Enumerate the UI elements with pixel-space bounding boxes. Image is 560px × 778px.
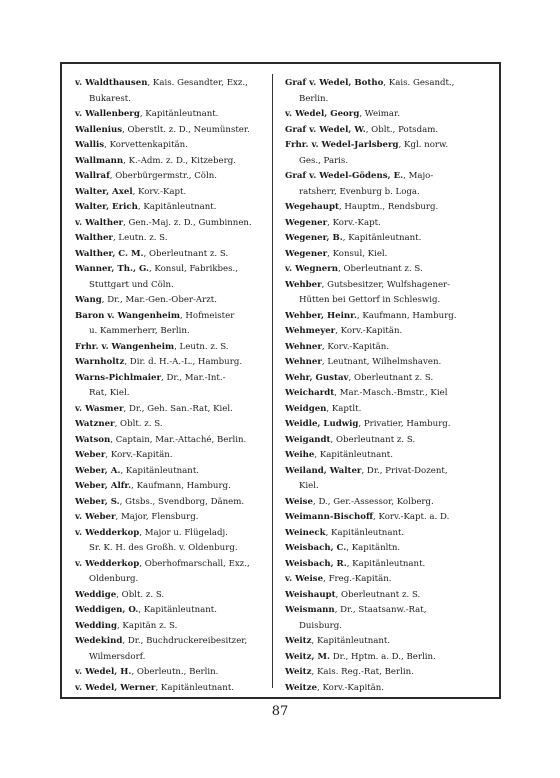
directory-entry: [285, 572, 475, 588]
directory-entry: [75, 293, 265, 309]
entry-name: Weishaupt: [285, 589, 336, 600]
entry-details: Oldenburg.: [89, 574, 139, 584]
directory-entry: [75, 402, 265, 418]
directory-entry: [285, 650, 475, 666]
entry-name: Weisbach, C.: [285, 543, 347, 553]
entry-details: , Leutn. z. S.: [174, 341, 229, 352]
entry-details: , Kapitänleutnant.: [311, 636, 391, 646]
entry-continuation: [75, 541, 265, 557]
entry-name: v. Weise: [285, 574, 324, 584]
directory-entry: [285, 510, 475, 526]
entry-details: , Kapitän z. S.: [116, 620, 178, 631]
entry-name: Weise: [285, 496, 313, 507]
entry-details: , Weimar.: [359, 109, 400, 119]
directory-entry: [75, 340, 265, 356]
entry-name: Weber, A.: [75, 465, 121, 476]
entry-details: , Oberbürgermstr., Cöln.: [109, 171, 217, 181]
entry-name: Frhr. v. Wedel-Jarlsberg: [285, 140, 399, 150]
directory-entry: [285, 681, 475, 697]
directory-entry: [285, 169, 475, 185]
entry-details: , Oblt., Potsdam.: [365, 124, 439, 135]
entry-details: , D., Ger.-Assessor, Kolberg.: [313, 496, 434, 507]
entry-details: , Korvettenkapitän.: [104, 140, 188, 150]
entry-name: Weitze: [285, 682, 317, 693]
entry-details: , Hofmeister: [179, 310, 235, 321]
entry-details: , Kais. Gesandter, Exz.,: [147, 78, 248, 88]
directory-entry: [285, 324, 475, 340]
directory-entry: [75, 495, 265, 511]
entry-continuation: [285, 185, 475, 201]
directory-entry: [285, 541, 475, 557]
entry-details: , K.-Adm. z. D., Kitzeberg.: [123, 155, 236, 166]
directory-entry: [75, 526, 265, 542]
entry-name: Weisbach, R.: [285, 558, 347, 569]
entry-details: , Majo-: [403, 171, 434, 181]
entry-details: Rat, Kiel.: [89, 388, 130, 398]
entry-name: Warnholtz: [75, 357, 125, 367]
directory-entry: [75, 262, 265, 278]
directory-entry: [285, 107, 475, 123]
entry-name: v. Wallenberg: [75, 109, 140, 119]
entry-details: , Oberleutnant z. S.: [338, 264, 423, 274]
right-column: [285, 76, 475, 696]
entry-name: Wehber: [285, 279, 322, 290]
entry-details: , Korv.-Kapitän.: [317, 682, 385, 693]
entry-details: , Dr., Mar.-Gen.-Ober-Arzt.: [101, 295, 217, 305]
entry-details: , Dr., Geh. San.-Rat, Kiel.: [123, 403, 233, 414]
entry-details: , Major, Flensburg.: [115, 512, 199, 522]
entry-name: Baron v. Wangenheim: [75, 310, 180, 321]
entry-name: Weiland, Walter: [285, 465, 362, 476]
entry-name: v. Waldthausen: [75, 78, 148, 88]
entry-name: Wallis: [75, 140, 105, 150]
entry-continuation: [75, 650, 265, 666]
directory-entry: [75, 200, 265, 216]
entry-name: Graf v. Wedel, W.: [285, 124, 366, 135]
entry-details: , Korv.-Kapitän.: [321, 341, 389, 352]
entry-details: , Korv.-Kapitän.: [105, 450, 173, 460]
entry-name: Walter, Erich: [75, 202, 138, 212]
entry-details: , Oberstlt. z. D., Neumünster.: [122, 124, 250, 135]
entry-details: , Oberhofmarschall, Exz.,: [139, 558, 250, 569]
entry-name: Weitz: [285, 636, 312, 646]
entry-details: , Dr., Privat-Dozent,: [361, 465, 448, 476]
entry-name: Weichardt: [285, 388, 335, 398]
directory-entry: [75, 464, 265, 480]
entry-name: Wehmeyer: [285, 326, 336, 336]
entry-name: Wehner: [285, 357, 322, 367]
directory-entry: [285, 588, 475, 604]
directory-entry: [75, 247, 265, 263]
entry-details: , Privatier, Hamburg.: [358, 419, 451, 429]
entry-details: , Kaptlt.: [326, 403, 362, 414]
entry-name: Weidle, Ludwig: [285, 419, 359, 429]
entry-details: Sr. K. H. des Großh. v. Oldenburg.: [89, 543, 238, 553]
entry-details: , Kapitänleutnant.: [342, 233, 422, 243]
directory-entry: [75, 603, 265, 619]
entry-details: , Kapitänleutnant.: [314, 450, 393, 460]
directory-entry: [285, 386, 475, 402]
entry-details: , Kapitänleutnant.: [138, 605, 217, 615]
directory-entry: [285, 417, 475, 433]
entry-details: Bukarest.: [89, 93, 131, 104]
directory-entry: [285, 557, 475, 573]
entry-details: , Hauptm., Rendsburg.: [338, 202, 439, 212]
directory-entry: [75, 588, 265, 604]
entry-details: , Korv.-Kapt.: [327, 217, 381, 228]
entry-details: Stuttgart und Cöln.: [89, 279, 174, 290]
entry-details: , Major u. Flügeladj.: [139, 527, 228, 538]
directory-entry: [285, 402, 475, 418]
entry-details: , Kapitänltn.: [346, 543, 401, 553]
entry-details: Dr., Hptm. a. D., Berlin.: [330, 651, 436, 662]
entry-continuation: [285, 479, 475, 495]
directory-entry: [75, 231, 265, 247]
directory-entry: [75, 185, 265, 201]
entry-name: Wanner, Th., G.: [75, 264, 149, 274]
entry-name: Graf v. Wedel-Gödens, E.: [285, 171, 404, 181]
entry-details: Wilmersdorf.: [89, 651, 146, 662]
entry-name: v. Walther: [75, 217, 124, 228]
entry-continuation: [285, 619, 475, 635]
entry-continuation: [75, 324, 265, 340]
entry-continuation: [285, 293, 475, 309]
directory-entry: [285, 123, 475, 139]
directory-entry: [75, 619, 265, 635]
entry-details: , Kapitänleutnant.: [346, 558, 426, 569]
entry-details: , Gtsbs., Svendborg, Dänem.: [119, 496, 245, 507]
entry-details: , Leutnant, Wilhelmshaven.: [321, 357, 442, 367]
entry-name: Frhr. v. Wangenheim: [75, 341, 175, 352]
entry-details: , Oberleutn., Berlin.: [131, 667, 219, 677]
entry-details: , Konsul, Fabrikbes.,: [148, 264, 239, 274]
directory-entry: [75, 123, 265, 139]
entry-details: Duisburg.: [299, 620, 342, 631]
directory-entry: [285, 665, 475, 681]
directory-entry: [285, 433, 475, 449]
entry-details: , Dr., Staatsanw.-Rat,: [334, 605, 427, 615]
directory-entry: [285, 200, 475, 216]
entry-details: u. Kammerherr, Berlin.: [89, 326, 190, 336]
entry-name: Wegener, B.: [285, 233, 343, 243]
entry-name: v. Wedderkop: [75, 558, 140, 569]
entry-details: Ges., Paris.: [299, 155, 349, 166]
entry-name: Wehber, Heinr.: [285, 310, 357, 321]
directory-entry: [75, 355, 265, 371]
entry-details: , Kgl. norw.: [398, 140, 449, 150]
entry-details: ratsherr, Evenburg b. Loga.: [299, 186, 420, 197]
entry-name: v. Wedel, Werner: [75, 682, 156, 693]
column-divider: [272, 74, 273, 688]
entry-details: , Dr., Buchdruckereibesitzer,: [122, 636, 248, 646]
directory-entry: [285, 448, 475, 464]
left-column: [75, 76, 265, 696]
entry-name: Walter, Axel: [75, 186, 133, 197]
entry-details: , Captain, Mar.-Attaché, Berlin.: [110, 434, 247, 445]
entry-name: Wallraf: [75, 171, 110, 181]
entry-details: , Kais. Gesandt.,: [383, 78, 455, 88]
entry-name: Warns-Pichlmaier: [75, 372, 162, 383]
entry-name: Weihe: [285, 450, 315, 460]
directory-entry: [285, 247, 475, 263]
entry-details: , Oberleutnant z. S.: [335, 589, 421, 600]
entry-name: Weigandt: [285, 434, 331, 445]
entry-details: , Dr., Mar.-Int.-: [161, 372, 226, 383]
entry-continuation: [285, 92, 475, 108]
entry-name: Wegehaupt: [285, 202, 339, 212]
directory-entry: [75, 216, 265, 232]
entry-name: Watson: [75, 434, 111, 445]
directory-entry: [285, 231, 475, 247]
entry-details: Hütten bei Gettorf in Schleswig.: [299, 295, 441, 305]
directory-entry: [75, 665, 265, 681]
entry-continuation: [75, 92, 265, 108]
entry-name: Walther: [75, 233, 113, 243]
directory-entry: [285, 309, 475, 325]
directory-entry: [285, 603, 475, 619]
directory-entry: [285, 464, 475, 480]
entry-name: Walther, C. M.: [75, 248, 144, 259]
directory-entry: [285, 355, 475, 371]
directory-entry: [285, 340, 475, 356]
entry-name: Wegener: [285, 217, 328, 228]
entry-name: Weimann-Bischoff: [285, 512, 374, 522]
entry-details: , Kaufmann, Hamburg.: [356, 310, 457, 321]
directory-entry: [75, 681, 265, 697]
entry-name: v. Wedel, H.: [75, 667, 132, 677]
entry-details: , Kais. Reg.-Rat, Berlin.: [311, 667, 414, 677]
directory-entry: [285, 76, 475, 92]
entry-details: , Oberleutnant z. S.: [348, 372, 434, 383]
entry-name: Watzner: [75, 419, 115, 429]
entry-details: , Oblt. z. S.: [114, 419, 163, 429]
entry-name: Weber, Alfr.: [75, 481, 132, 491]
entry-details: , Kapitänleutnant.: [155, 682, 235, 693]
directory-entry: [75, 371, 265, 387]
entry-details: , Oberleutnant z. S.: [143, 248, 229, 259]
directory-entry: [75, 448, 265, 464]
entry-continuation: [75, 386, 265, 402]
entry-name: Weddigen, O.: [75, 605, 139, 615]
entry-details: , Kapitänleutnant.: [137, 202, 217, 212]
page-number: 87: [271, 704, 289, 719]
entry-name: Weitz, M.: [285, 651, 331, 662]
directory-entry: [75, 169, 265, 185]
entry-name: Wallenius: [75, 124, 123, 135]
entry-details: , Korv.-Kapt. a. D.: [373, 512, 450, 522]
directory-entry: [285, 278, 475, 294]
entry-details: Berlin.: [299, 93, 329, 104]
entry-name: Wang: [75, 295, 102, 305]
directory-entry: [75, 417, 265, 433]
directory-entry: [75, 309, 265, 325]
entry-name: Wallmann: [75, 155, 124, 166]
directory-entry: [75, 107, 265, 123]
entry-details: , Gen.-Maj. z. D., Gumbinnen.: [123, 217, 252, 228]
entry-name: Weddige: [75, 589, 117, 600]
entry-name: Wedding: [75, 620, 117, 631]
directory-entry: [285, 138, 475, 154]
directory-entry: [75, 138, 265, 154]
entry-name: Weineck: [285, 527, 326, 538]
directory-entry: [285, 262, 475, 278]
entry-continuation: [285, 154, 475, 170]
entry-name: v. Wegnern: [285, 264, 339, 274]
entry-details: , Oblt. z. S.: [116, 589, 165, 600]
entry-details: , Korv.-Kapt.: [132, 186, 187, 197]
entry-name: Weitz: [285, 667, 312, 677]
entry-name: v. Weber: [75, 512, 116, 522]
entry-details: , Dir. d. H.-A.-L., Hamburg.: [124, 357, 243, 367]
entry-details: , Kaufmann, Hamburg.: [131, 481, 231, 491]
entry-continuation: [75, 278, 265, 294]
directory-entry: [285, 371, 475, 387]
entry-details: , Korv.-Kapitän.: [335, 326, 403, 336]
entry-name: v. Wedderkop: [75, 527, 140, 538]
directory-entry: [75, 510, 265, 526]
entry-continuation: [75, 572, 265, 588]
entry-details: , Freg.-Kapitän.: [323, 574, 392, 584]
entry-details: , Kapitänleutnant.: [120, 465, 200, 476]
entry-name: Weber, S.: [75, 496, 120, 507]
entry-details: , Konsul, Kiel.: [327, 248, 388, 259]
entry-name: v. Wedel, Georg: [285, 109, 360, 119]
directory-entry: [75, 557, 265, 573]
entry-name: Wegener: [285, 248, 328, 259]
entry-details: , Leutn. z. S.: [112, 233, 168, 243]
entry-details: , Oberleutnant z. S.: [330, 434, 416, 445]
entry-name: Weismann: [285, 605, 335, 615]
directory-entry: [285, 495, 475, 511]
entry-name: Weber: [75, 450, 106, 460]
entry-details: , Mar.-Masch.-Bmstr., Kiel: [334, 388, 448, 398]
entry-details: , Kapitänleutnant.: [325, 527, 405, 538]
entry-details: , Kapitänleutnant.: [139, 109, 219, 119]
entry-name: Weidgen: [285, 403, 327, 414]
directory-entry: [285, 634, 475, 650]
entry-name: Wehr, Gustav: [285, 372, 349, 383]
directory-entry: [75, 154, 265, 170]
directory-entry: [285, 216, 475, 232]
entry-name: Wehner: [285, 341, 322, 352]
entry-details: , Gutsbesitzer, Wulfshagener-: [321, 279, 451, 290]
directory-entry: [75, 76, 265, 92]
directory-entry: [75, 433, 265, 449]
entry-name: Graf v. Wedel, Botho: [285, 78, 384, 88]
entry-details: Kiel.: [299, 481, 319, 491]
directory-entry: [75, 634, 265, 650]
entry-name: Wedekind: [75, 636, 123, 646]
directory-entry: [285, 526, 475, 542]
directory-entry: [75, 479, 265, 495]
entry-name: v. Wasmer: [75, 403, 124, 414]
